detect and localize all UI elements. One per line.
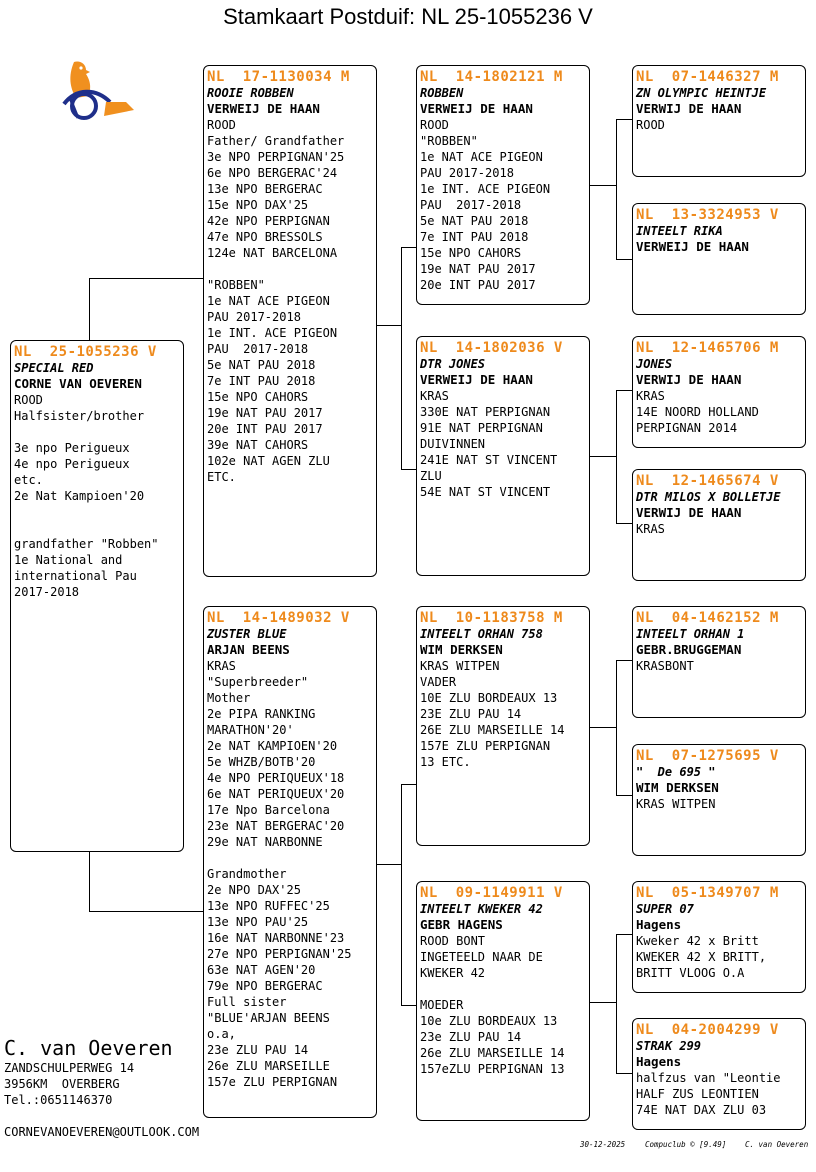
blank-line <box>207 850 376 866</box>
info-line: Kweker 42 x Britt <box>636 934 759 948</box>
ring-number: NL 05-1349707 M <box>636 885 779 901</box>
connector <box>616 119 633 120</box>
info-line: 26E ZLU MARSEILLE 14 <box>420 723 565 737</box>
pigeon-card-mother-mother[interactable] <box>416 881 590 1121</box>
pigeon-owner: WIM DERKSEN <box>420 642 503 657</box>
info-line: 14E NOORD HOLLAND <box>636 405 759 419</box>
breeder-name: C. van Oeveren <box>4 1036 173 1060</box>
connector <box>376 864 402 865</box>
info-line: 4e npo Perigueux <box>14 457 130 471</box>
info-line: 1e NAT ACE PIGEON <box>207 294 330 308</box>
pigeon-card-mmm[interactable] <box>632 1018 806 1130</box>
info-line: PAU 2017-2018 <box>420 198 522 212</box>
info-line: MARATHON'20' <box>207 723 294 737</box>
info-line: ROOD <box>207 118 236 132</box>
pigeon-card-ffm[interactable] <box>632 203 806 315</box>
info-line: Father/ Grandfather <box>207 134 345 148</box>
info-line: 124e NAT BARCELONA <box>207 246 338 260</box>
connector <box>616 934 633 935</box>
pigeon-name: INTEELT ORHAN 1 <box>636 627 745 641</box>
ring-number: NL 14-1489032 V <box>207 610 350 626</box>
info-line: 13 ETC. <box>420 755 471 769</box>
connector <box>401 1005 417 1006</box>
info-line: INGETEELD NAAR DE <box>420 950 543 964</box>
info-line: 3e NPO PERPIGNAN'25 <box>207 150 345 164</box>
info-line: 2017-2018 <box>14 585 80 599</box>
ring-number: NL 07-1446327 M <box>636 69 779 85</box>
info-line: 2e Nat Kampioen'20 <box>14 489 145 503</box>
info-line: "BLUE'ARJAN BEENS <box>207 1011 330 1025</box>
connector <box>616 1073 633 1074</box>
pigeon-owner: Hagens <box>636 917 682 932</box>
connector <box>589 185 617 186</box>
footer-author: C. van Oeveren <box>745 1140 809 1149</box>
pigeon-name: STRAK 299 <box>636 1039 702 1053</box>
info-line: KRAS WITPEN <box>420 659 500 673</box>
pigeon-owner: VERWEIJ DE HAAN <box>420 101 533 116</box>
info-line: 1e INT. ACE PIGEON <box>207 326 338 340</box>
info-line: KRAS <box>207 659 236 673</box>
pigeon-name: JONES <box>636 357 673 371</box>
ring-number: NL 17-1130034 M <box>207 69 350 85</box>
info-line: 5e NAT PAU 2018 <box>207 358 316 372</box>
breeder-street: ZANDSCHULPERWEG 14 <box>4 1061 135 1075</box>
info-line: 20e INT PAU 2017 <box>420 278 536 292</box>
info-line: 29e NAT NARBONNE <box>207 835 323 849</box>
info-line: PAU 2017-2018 <box>420 166 514 180</box>
info-line: 23e NAT BERGERAC'20 <box>207 819 345 833</box>
info-line: 63e NAT AGEN'20 <box>207 963 316 977</box>
info-line: KRASBONT <box>636 659 694 673</box>
footer-date: 30-12-2025 <box>580 1140 626 1149</box>
info-line: 15e NPO CAHORS <box>207 390 309 404</box>
connector <box>616 660 617 796</box>
info-line: 157E ZLU PERPIGNAN <box>420 739 551 753</box>
connector <box>616 660 633 661</box>
info-line: 102e NAT AGEN ZLU <box>207 454 330 468</box>
blank-line <box>207 261 376 277</box>
info-line: MOEDER <box>420 998 464 1012</box>
connector <box>589 456 617 457</box>
connector <box>89 911 204 912</box>
info-line: PAU 2017-2018 <box>207 310 301 324</box>
info-line: 2e NAT KAMPIOEN'20 <box>207 739 338 753</box>
pigeon-name: DTR JONES <box>420 357 486 371</box>
ring-number: NL 10-1183758 M <box>420 610 563 626</box>
pigeon-card-fff[interactable] <box>632 65 806 177</box>
ring-number: NL 04-2004299 V <box>636 1022 779 1038</box>
connector <box>376 325 402 326</box>
connector <box>616 259 633 260</box>
info-line: KWEKER 42 <box>420 966 486 980</box>
pigeon-name: INTEELT RIKA <box>636 224 723 238</box>
info-line: PAU 2017-2018 <box>207 342 309 356</box>
info-line: BRITT VLOOG O.A <box>636 966 745 980</box>
connector <box>89 851 90 912</box>
info-line: ROOD <box>636 118 665 132</box>
connector <box>616 390 633 391</box>
footer-software: Compuclub © [9.49] <box>645 1140 727 1149</box>
breeder-email[interactable]: CORNEVANOEVEREN@OUTLOOK.COM <box>4 1125 200 1139</box>
info-line: 10e ZLU BORDEAUX 13 <box>420 1014 558 1028</box>
blank-line <box>14 424 183 440</box>
info-line: Grandmother <box>207 867 287 881</box>
info-line: "ROBBEN" <box>207 278 265 292</box>
info-line: 13e NPO BERGERAC <box>207 182 323 196</box>
info-line: 2e NPO DAX'25 <box>207 883 301 897</box>
info-line: ETC. <box>207 470 236 484</box>
info-line: 10E ZLU BORDEAUX 13 <box>420 691 558 705</box>
info-line: KRAS WITPEN <box>636 797 716 811</box>
info-line: 7e INT PAU 2018 <box>420 230 529 244</box>
connector <box>589 1002 617 1003</box>
pigeon-name: DTR MILOS X BOLLETJE <box>636 490 781 504</box>
info-line: KWEKER 42 X BRITT, <box>636 950 767 964</box>
info-line: 6e NPO BERGERAC'24 <box>207 166 338 180</box>
info-line: 13e NPO PAU'25 <box>207 915 309 929</box>
info-line: 15e NPO CAHORS <box>420 246 522 260</box>
connector <box>616 390 617 524</box>
info-line: 54E NAT ST VINCENT <box>420 485 551 499</box>
pigeon-name: ROOIE ROBBEN <box>207 86 294 100</box>
blank-line <box>14 504 183 520</box>
info-line: 74E NAT DAX ZLU 03 <box>636 1103 767 1117</box>
info-line: ZLU <box>420 469 442 483</box>
pigeon-owner: VERWEIJ DE HAAN <box>420 372 533 387</box>
pigeon-owner: VERWIJ DE HAAN <box>636 101 742 116</box>
pigeon-name: SUPER 07 <box>636 902 694 916</box>
connector <box>401 247 417 248</box>
info-line: 4e NPO PERIQUEUX'18 <box>207 771 345 785</box>
info-line: halfzus van "Leontie <box>636 1071 781 1085</box>
info-line: 157eZLU PERPIGNAN 13 <box>420 1062 565 1076</box>
pigeon-name: ZUSTER BLUE <box>207 627 287 641</box>
connector <box>401 784 417 785</box>
info-line: 19e NAT PAU 2017 <box>207 406 323 420</box>
connector <box>616 523 633 524</box>
info-line: 241E NAT ST VINCENT <box>420 453 558 467</box>
connector <box>89 278 204 279</box>
pigeon-card-fmf[interactable] <box>632 336 806 448</box>
connector <box>589 727 617 728</box>
info-line: 157e ZLU PERPIGNAN <box>207 1075 338 1089</box>
breeder-city: 3956KM OVERBERG <box>4 1077 120 1091</box>
info-line: 26e ZLU MARSEILLE <box>207 1059 330 1073</box>
ring-number: NL 07-1275695 V <box>636 748 779 764</box>
info-line: ROOD <box>420 118 449 132</box>
info-line: 26e ZLU MARSEILLE 14 <box>420 1046 565 1060</box>
ring-number: NL 09-1149911 V <box>420 885 563 901</box>
ring-number: NL 25-1055236 V <box>14 344 157 360</box>
pigeon-card-father-mother[interactable] <box>416 336 590 576</box>
info-line: 7e INT PAU 2018 <box>207 374 316 388</box>
pigeon-owner: CORNE VAN OEVEREN <box>14 376 142 391</box>
pigeon-owner: Hagens <box>636 1054 682 1069</box>
info-line: 13e NPO RUFFEC'25 <box>207 899 330 913</box>
blank-line <box>14 520 183 536</box>
connector <box>616 795 633 796</box>
pigeon-card-father[interactable] <box>203 65 377 577</box>
info-line: international Pau <box>14 569 137 583</box>
pigeon-name: INTEELT KWEKER 42 <box>420 902 543 916</box>
info-line: 16e NAT NARBONNE'23 <box>207 931 345 945</box>
connector <box>616 934 617 1074</box>
info-line: VADER <box>420 675 457 689</box>
connector <box>89 278 90 342</box>
pigeon-name: INTEELT ORHAN 758 <box>420 627 543 641</box>
pigeon-card-mff[interactable] <box>632 606 806 718</box>
connector <box>616 119 617 260</box>
pigeon-name: " De 695 " <box>636 765 716 779</box>
ring-number: NL 04-1462152 M <box>636 610 779 626</box>
info-line: DUIVINNEN <box>420 437 486 451</box>
ring-number: NL 14-1802121 M <box>420 69 563 85</box>
pigeon-owner: ARJAN BEENS <box>207 642 290 657</box>
info-line: ROOD BONT <box>420 934 486 948</box>
breeder-phone: Tel.:0651146370 <box>4 1093 113 1107</box>
pigeon-card-subject[interactable] <box>10 340 184 852</box>
pigeon-name: SPECIAL RED <box>14 361 94 375</box>
info-line: 330E NAT PERPIGNAN <box>420 405 551 419</box>
pigeon-owner: GEBR HAGENS <box>420 917 503 932</box>
pigeon-owner: WIM DERKSEN <box>636 780 719 795</box>
pigeon-owner: VERWEIJ DE HAAN <box>636 239 749 254</box>
ring-number: NL 12-1465706 M <box>636 340 779 356</box>
connector <box>401 784 402 1006</box>
info-line: 79e NPO BERGERAC <box>207 979 323 993</box>
ring-number: NL 14-1802036 V <box>420 340 563 356</box>
info-line: "ROBBEN" <box>420 134 478 148</box>
info-line: 23e ZLU PAU 14 <box>420 1030 522 1044</box>
info-line: 1e INT. ACE PIGEON <box>420 182 551 196</box>
compuclub-logo <box>56 58 138 124</box>
info-line: 3e npo Perigueux <box>14 441 130 455</box>
pigeon-name: ZN OLYMPIC HEINTJE <box>636 86 767 100</box>
connector <box>401 247 402 470</box>
info-line: 42e NPO PERPIGNAN <box>207 214 330 228</box>
info-line: etc. <box>14 473 43 487</box>
info-line: KRAS <box>420 389 449 403</box>
info-line: 20e INT PAU 2017 <box>207 422 323 436</box>
info-line: 2e PIPA RANKING <box>207 707 316 721</box>
info-line: grandfather "Robben" <box>14 537 159 551</box>
info-line: o.a, <box>207 1027 236 1041</box>
info-line: Halfsister/brother <box>14 409 145 423</box>
info-line: 6e NAT PERIQUEUX'20 <box>207 787 345 801</box>
pigeon-card-mother-father[interactable] <box>416 606 590 846</box>
pigeon-card-father-father[interactable] <box>416 65 590 305</box>
info-line: 15e NPO DAX'25 <box>207 198 309 212</box>
info-line: "Superbreeder" <box>207 675 309 689</box>
pigeon-card-fmm[interactable] <box>632 469 806 581</box>
info-line: HALF ZUS LEONTIEN <box>636 1087 759 1101</box>
info-line: 19e NAT PAU 2017 <box>420 262 536 276</box>
info-line: ROOD <box>14 393 43 407</box>
info-line: 47e NPO BRESSOLS <box>207 230 323 244</box>
info-line: 27e NPO PERPIGNAN'25 <box>207 947 352 961</box>
pigeon-owner: VERWIJ DE HAAN <box>636 372 742 387</box>
pigeon-owner: GEBR.BRUGGEMAN <box>636 642 742 657</box>
pigeon-owner: VERWEIJ DE HAAN <box>207 101 320 116</box>
info-line: 1e National and <box>14 553 123 567</box>
info-line: 5e WHZB/BOTB'20 <box>207 755 316 769</box>
info-line: 39e NAT CAHORS <box>207 438 309 452</box>
info-line: KRAS <box>636 389 665 403</box>
page-title: Stamkaart Postduif: NL 25-1055236 V <box>223 4 593 29</box>
pigeon-owner: VERWIJ DE HAAN <box>636 505 742 520</box>
ring-number: NL 13-3324953 V <box>636 207 779 223</box>
info-line: 17e Npo Barcelona <box>207 803 330 817</box>
pigeon-card-mmf[interactable] <box>632 881 806 993</box>
info-line: 23e ZLU PAU 14 <box>207 1043 309 1057</box>
blank-line <box>420 981 589 997</box>
info-line: Mother <box>207 691 251 705</box>
info-line: 23E ZLU PAU 14 <box>420 707 522 721</box>
info-line: PERPIGNAN 2014 <box>636 421 738 435</box>
info-line: 91E NAT PERPIGNAN <box>420 421 543 435</box>
pigeon-card-mfm[interactable] <box>632 744 806 856</box>
connector <box>401 469 417 470</box>
info-line: 5e NAT PAU 2018 <box>420 214 529 228</box>
info-line: KRAS <box>636 522 665 536</box>
pigeon-card-mother[interactable] <box>203 606 377 1118</box>
ring-number: NL 12-1465674 V <box>636 473 779 489</box>
pigeon-name: ROBBEN <box>420 86 464 100</box>
info-line: Full sister <box>207 995 287 1009</box>
info-line: 1e NAT ACE PIGEON <box>420 150 543 164</box>
